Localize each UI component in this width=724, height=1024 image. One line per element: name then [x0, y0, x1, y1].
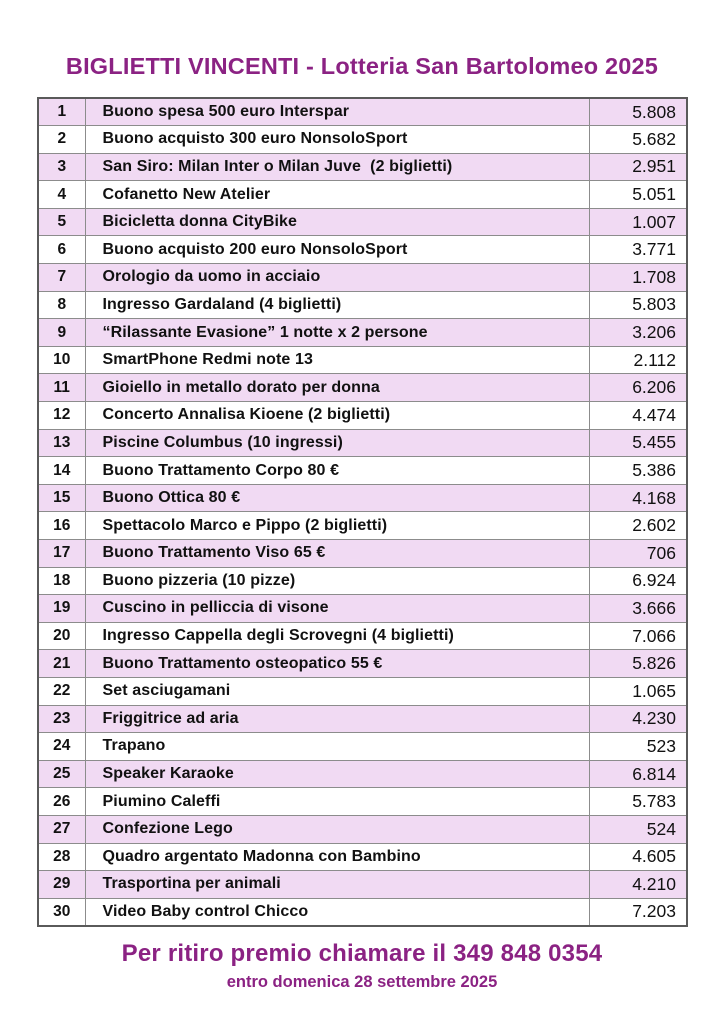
ticket-number: 706 — [589, 540, 687, 568]
prize-rank: 7 — [38, 264, 85, 292]
prize-rank: 19 — [38, 595, 85, 623]
prize-name: Buono pizzeria (10 pizze) — [85, 567, 589, 595]
prize-name: Trasportina per animali — [85, 871, 589, 899]
prize-name: Cofanetto New Atelier — [85, 181, 589, 209]
table-row — [38, 622, 687, 650]
table-row — [38, 319, 687, 347]
table-row — [38, 815, 687, 843]
table-row — [38, 595, 687, 623]
ticket-number: 5.682 — [589, 126, 687, 154]
table-row — [38, 236, 687, 264]
prize-name: Ingresso Cappella degli Scrovegni (4 biglietti) — [85, 622, 589, 650]
prize-rank: 2 — [38, 126, 85, 154]
prize-name: Buono acquisto 200 euro NonsoloSport — [85, 236, 589, 264]
prize-name: Ingresso Gardaland (4 biglietti) — [85, 291, 589, 319]
prize-rank: 28 — [38, 843, 85, 871]
table-row — [38, 788, 687, 816]
prize-name: Spettacolo Marco e Pippo (2 biglietti) — [85, 512, 589, 540]
winning-tickets-table — [37, 97, 688, 927]
prize-name: Buono Trattamento Viso 65 € — [85, 540, 589, 568]
table-row — [38, 457, 687, 485]
prize-rank: 29 — [38, 871, 85, 899]
prize-name: Buono Trattamento osteopatico 55 € — [85, 650, 589, 678]
table-row — [38, 264, 687, 292]
prize-rank: 25 — [38, 760, 85, 788]
ticket-number: 5.808 — [589, 98, 687, 126]
ticket-number: 4.168 — [589, 484, 687, 512]
prize-rank: 5 — [38, 208, 85, 236]
ticket-number: 2.602 — [589, 512, 687, 540]
ticket-number: 5.803 — [589, 291, 687, 319]
table-row — [38, 126, 687, 154]
ticket-number: 2.112 — [589, 346, 687, 374]
prize-rank: 14 — [38, 457, 85, 485]
prize-rank: 23 — [38, 705, 85, 733]
table-row — [38, 98, 687, 126]
prize-name: SmartPhone Redmi note 13 — [85, 346, 589, 374]
ticket-number: 523 — [589, 733, 687, 761]
prize-rank: 10 — [38, 346, 85, 374]
table-row — [38, 181, 687, 209]
prize-rank: 18 — [38, 567, 85, 595]
prize-rank: 30 — [38, 898, 85, 926]
prize-rank: 11 — [38, 374, 85, 402]
prize-rank: 9 — [38, 319, 85, 347]
ticket-number: 6.206 — [589, 374, 687, 402]
table-row — [38, 898, 687, 926]
table-row — [38, 871, 687, 899]
footer-deadline-line: entro domenica 28 settembre 2025 — [226, 973, 498, 991]
ticket-number: 5.051 — [589, 181, 687, 209]
page-title: BIGLIETTI VINCENTI - Lotteria San Bartolomeo 2025 — [65, 53, 659, 79]
ticket-number: 7.066 — [589, 622, 687, 650]
ticket-number: 5.783 — [589, 788, 687, 816]
prize-rank: 12 — [38, 402, 85, 430]
ticket-number: 1.708 — [589, 264, 687, 292]
table-row — [38, 843, 687, 871]
table-row — [38, 705, 687, 733]
table-row — [38, 677, 687, 705]
table-row — [38, 153, 687, 181]
prize-name: Friggitrice ad aria — [85, 705, 589, 733]
ticket-number: 6.814 — [589, 760, 687, 788]
ticket-number: 3.771 — [589, 236, 687, 264]
prize-name: Confezione Lego — [85, 815, 589, 843]
table-row — [38, 402, 687, 430]
prize-name: Orologio da uomo in acciaio — [85, 264, 589, 292]
table-row — [38, 733, 687, 761]
table-row — [38, 760, 687, 788]
prize-rank: 1 — [38, 98, 85, 126]
prize-name: Trapano — [85, 733, 589, 761]
prize-name: Quadro argentato Madonna con Bambino — [85, 843, 589, 871]
prize-rank: 15 — [38, 484, 85, 512]
prize-rank: 21 — [38, 650, 85, 678]
prize-rank: 8 — [38, 291, 85, 319]
ticket-number: 5.386 — [589, 457, 687, 485]
prize-name: Piscine Columbus (10 ingressi) — [85, 429, 589, 457]
prize-rank: 27 — [38, 815, 85, 843]
table-row — [38, 429, 687, 457]
ticket-number: 4.605 — [589, 843, 687, 871]
ticket-number: 5.826 — [589, 650, 687, 678]
table-row — [38, 346, 687, 374]
ticket-number: 524 — [589, 815, 687, 843]
prize-name: Video Baby control Chicco — [85, 898, 589, 926]
ticket-number: 3.206 — [589, 319, 687, 347]
prize-name: Bicicletta donna CityBike — [85, 208, 589, 236]
prize-name: Set asciugamani — [85, 677, 589, 705]
prize-name: Gioiello in metallo dorato per donna — [85, 374, 589, 402]
prize-rank: 26 — [38, 788, 85, 816]
table-row — [38, 208, 687, 236]
prize-rank: 6 — [38, 236, 85, 264]
ticket-number: 4.474 — [589, 402, 687, 430]
prize-name: Speaker Karaoke — [85, 760, 589, 788]
prize-name: Concerto Annalisa Kioene (2 biglietti) — [85, 402, 589, 430]
ticket-number: 5.455 — [589, 429, 687, 457]
prize-name: Buono acquisto 300 euro NonsoloSport — [85, 126, 589, 154]
ticket-number: 4.230 — [589, 705, 687, 733]
ticket-number: 1.007 — [589, 208, 687, 236]
ticket-number: 3.666 — [589, 595, 687, 623]
ticket-number: 7.203 — [589, 898, 687, 926]
prize-name: “Rilassante Evasione” 1 notte x 2 persone — [85, 319, 589, 347]
ticket-number: 4.210 — [589, 871, 687, 899]
prize-name: San Siro: Milan Inter o Milan Juve (2 biglietti) — [85, 153, 589, 181]
prize-name: Piumino Caleffi — [85, 788, 589, 816]
prize-name: Buono Trattamento Corpo 80 € — [85, 457, 589, 485]
prize-name: Cuscino in pelliccia di visone — [85, 595, 589, 623]
table-row — [38, 291, 687, 319]
prize-rank: 20 — [38, 622, 85, 650]
ticket-number: 1.065 — [589, 677, 687, 705]
ticket-number: 6.924 — [589, 567, 687, 595]
table-row — [38, 650, 687, 678]
prize-name: Buono Ottica 80 € — [85, 484, 589, 512]
table-row — [38, 484, 687, 512]
prize-rank: 24 — [38, 733, 85, 761]
prize-rank: 17 — [38, 540, 85, 568]
ticket-number: 2.951 — [589, 153, 687, 181]
table-row — [38, 540, 687, 568]
prize-rank: 16 — [38, 512, 85, 540]
table-row — [38, 374, 687, 402]
prize-rank: 3 — [38, 153, 85, 181]
footer-contact-line: Per ritiro premio chiamare il 349 848 0354 — [121, 940, 603, 967]
table-row — [38, 567, 687, 595]
prize-rank: 13 — [38, 429, 85, 457]
prize-name: Buono spesa 500 euro Interspar — [85, 98, 589, 126]
prize-rank: 4 — [38, 181, 85, 209]
prize-rank: 22 — [38, 677, 85, 705]
table-row — [38, 512, 687, 540]
